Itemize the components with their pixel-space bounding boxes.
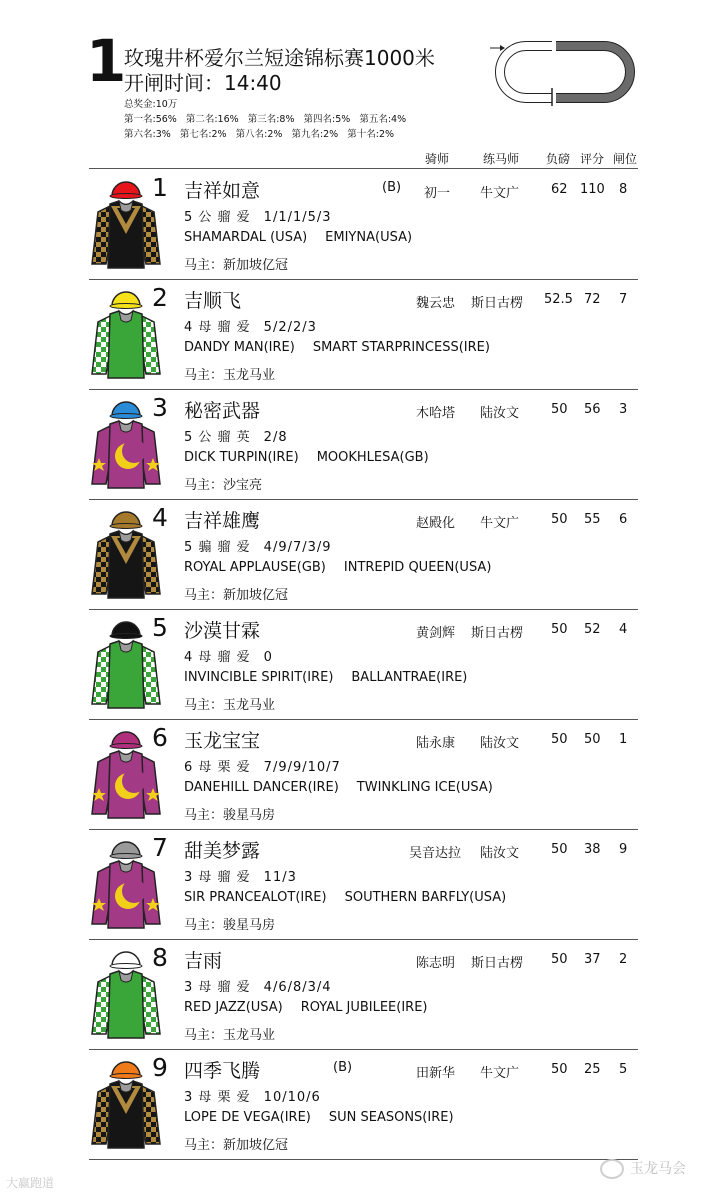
age-sex-color-origin: 5 骟 骝 爱 (184, 540, 250, 555)
dam-name: TWINKLING ICE(USA) (356, 780, 493, 795)
prize-item: 第一名:56% (124, 114, 177, 125)
sire-name: LOPE DE VEGA(IRE) (184, 1110, 311, 1125)
horse-details (184, 536, 332, 555)
prize-item: 第七名:2% (179, 129, 227, 140)
weight-value: 50 (551, 842, 568, 857)
runner-row (0, 280, 727, 390)
watermark-text: 玉龙马会 (630, 1161, 686, 1177)
saddle-number: 1 (152, 173, 168, 202)
sire-name: RED JAZZ(USA) (184, 1000, 283, 1015)
age-sex-color-origin: 3 母 栗 爱 (184, 1090, 250, 1105)
weight-value: 50 (551, 512, 568, 527)
horse-details (184, 426, 288, 445)
recent-form: 5/2/2/3 (263, 320, 317, 335)
barrier-value: 6 (619, 512, 628, 527)
age-sex-color-origin: 3 母 骝 爱 (184, 980, 250, 995)
recent-form: 11/3 (263, 870, 297, 885)
rating-value: 72 (584, 292, 601, 307)
divider (89, 1159, 638, 1160)
barrier-value: 9 (619, 842, 628, 857)
prize-item: 第二名:16% (185, 114, 239, 125)
rating-value: 56 (584, 402, 601, 417)
jockey-name: 田新华 (416, 1066, 456, 1081)
race-number: 1 (86, 27, 127, 95)
owner-name: 马主：玉龙马业 (184, 368, 276, 383)
column-header-weight: 负磅 (546, 152, 571, 166)
recent-form: 4/6/8/3/4 (263, 980, 332, 995)
runner-row (0, 830, 727, 940)
horse-name: 玉龙宝宝 (184, 730, 261, 752)
prize-item: 第五名:4% (359, 114, 407, 125)
dam-name: SMART STARPRINCESS(IRE) (312, 340, 490, 355)
pedigree (184, 1000, 428, 1015)
rating-value: 38 (584, 842, 601, 857)
age-sex-color-origin: 5 公 骝 英 (184, 430, 250, 445)
barrier-value: 2 (619, 952, 628, 967)
runner-row (0, 170, 727, 280)
column-header-trainer: 练马师 (483, 152, 520, 166)
owner-name: 马主：玉龙马业 (184, 698, 276, 713)
prize-breakdown-row-2 (124, 126, 400, 140)
barrier-value: 7 (619, 292, 628, 307)
sire-name: DANDY MAN(IRE) (184, 340, 295, 355)
weight-value: 62 (551, 182, 568, 197)
rating-value: 25 (584, 1062, 601, 1077)
age-sex-color-origin: 6 母 栗 爱 (184, 760, 250, 775)
age-sex-color-origin: 3 母 骝 爱 (184, 870, 250, 885)
jockey-name: 陆永康 (416, 736, 456, 751)
runner-row (0, 720, 727, 830)
recent-form: 7/9/9/10/7 (263, 760, 341, 775)
horse-details (184, 646, 273, 665)
horse-details (184, 206, 332, 225)
trainer-name: 陆汝文 (480, 736, 520, 751)
weight-value: 50 (551, 952, 568, 967)
weight-value: 50 (551, 402, 568, 417)
saddle-number: 9 (152, 1053, 168, 1082)
column-header-jockey: 骑师 (425, 152, 450, 166)
owner-name: 马主：玉龙马业 (184, 1028, 276, 1043)
recent-form: 2/8 (263, 430, 288, 445)
rating-value: 37 (584, 952, 601, 967)
pedigree (184, 780, 493, 795)
jockey-name: 陈志明 (416, 956, 456, 971)
sire-name: ROYAL APPLAUSE(GB) (184, 560, 326, 575)
age-sex-color-origin: 5 公 骝 爱 (184, 210, 250, 225)
sire-name: DANEHILL DANCER(IRE) (184, 780, 339, 795)
horse-name: 吉祥雄鹰 (184, 510, 261, 532)
horse-details (184, 1086, 321, 1105)
column-header-rating: 评分 (580, 152, 605, 166)
jockey-name: 吴音达拉 (409, 846, 462, 861)
jockey-name: 赵殿化 (416, 516, 456, 531)
rating-value: 110 (580, 182, 605, 197)
dam-name: BALLANTRAE(IRE) (351, 670, 468, 685)
barrier-value: 8 (619, 182, 628, 197)
barrier-value: 4 (619, 622, 628, 637)
weight-value: 52.5 (544, 292, 573, 307)
owner-name: 马主：新加坡亿冠 (184, 258, 289, 273)
recent-form: 4/9/7/3/9 (263, 540, 332, 555)
rating-value: 52 (584, 622, 601, 637)
owner-name: 马主：沙宝亮 (184, 478, 263, 493)
trainer-name: 陆汝文 (480, 406, 520, 421)
horse-details (184, 756, 341, 775)
recent-form: 10/10/6 (263, 1090, 321, 1105)
barrier-value: 1 (619, 732, 628, 747)
sire-name: DICK TURPIN(IRE) (184, 450, 299, 465)
trainer-name: 斯日古楞 (471, 956, 524, 971)
barrier-value: 5 (619, 1062, 628, 1077)
prize-item: 第十名:2% (347, 129, 395, 140)
sire-name: INVINCIBLE SPIRIT(IRE) (184, 670, 334, 685)
jockey-name: 初一 (424, 186, 451, 201)
track-map-icon (486, 36, 638, 106)
horse-details (184, 976, 332, 995)
pedigree (184, 450, 429, 465)
trainer-name: 陆汝文 (480, 846, 520, 861)
dam-name: MOOKHLESA(GB) (316, 450, 429, 465)
saddle-number: 2 (152, 283, 168, 312)
runner-row (0, 610, 727, 720)
column-header-barrier: 闸位 (613, 152, 638, 166)
saddle-number: 8 (152, 943, 168, 972)
runner-row (0, 500, 727, 610)
prize-item: 第四名:5% (303, 114, 351, 125)
jockey-name: 木哈塔 (416, 406, 456, 421)
horse-name: 秘密武器 (184, 400, 261, 422)
age-sex-color-origin: 4 母 骝 爱 (184, 320, 250, 335)
trainer-name: 斯日古楞 (471, 626, 524, 641)
sire-name: SIR PRANCEALOT(IRE) (184, 890, 327, 905)
horse-name: 吉雨 (184, 950, 223, 972)
weight-value: 50 (551, 1062, 568, 1077)
pedigree (184, 1110, 454, 1125)
prize-breakdown-row-1 (124, 111, 412, 125)
runner-row (0, 390, 727, 500)
rating-value: 55 (584, 512, 601, 527)
prize-item: 第六名:3% (124, 129, 171, 140)
watermark-right (600, 1158, 686, 1179)
pedigree (184, 560, 491, 575)
trainer-name: 斯日古楞 (471, 296, 524, 311)
race-start-time: 开闸时间：14:40 (124, 71, 282, 95)
jockey-name: 魏云忠 (416, 296, 456, 311)
horse-name: 沙漠甘霖 (184, 620, 261, 642)
horse-details (184, 316, 317, 335)
dam-name: SOUTHERN BARFLY(USA) (344, 890, 507, 905)
prize-item: 第八名:2% (235, 129, 283, 140)
weight-value: 50 (551, 732, 568, 747)
blinkers-tag: (B) (382, 180, 402, 195)
watermark-text: 大赢跑道 (6, 1176, 55, 1190)
owner-name: 马主：骏星马房 (184, 918, 276, 933)
saddle-number: 5 (152, 613, 168, 642)
owner-name: 马主：骏星马房 (184, 808, 276, 823)
total-purse: 总奖金:10万 (124, 99, 178, 110)
weight-value: 50 (551, 622, 568, 637)
dam-name: INTREPID QUEEN(USA) (343, 560, 492, 575)
trainer-name: 牛文广 (480, 1066, 520, 1081)
watermark-left (6, 1174, 54, 1191)
dam-name: SUN SEASONS(IRE) (328, 1110, 454, 1125)
pedigree (184, 890, 506, 905)
horse-name: 吉顺飞 (184, 290, 242, 312)
sire-name: SHAMARDAL (USA) (184, 230, 308, 245)
recent-form: 0 (263, 650, 273, 665)
saddle-number: 4 (152, 503, 168, 532)
runner-row (0, 940, 727, 1050)
recent-form: 1/1/1/5/3 (263, 210, 332, 225)
saddle-number: 6 (152, 723, 168, 752)
race-title: 玫瑰井杯爱尔兰短途锦标赛1000米 (124, 46, 435, 70)
trainer-name: 牛文广 (480, 516, 520, 531)
pedigree (184, 230, 412, 245)
pedigree (184, 670, 467, 685)
barrier-value: 3 (619, 402, 628, 417)
prize-item: 第九名:2% (291, 129, 339, 140)
horse-details (184, 866, 297, 885)
jockey-name: 黄剑辉 (416, 626, 456, 641)
horse-name: 吉祥如意 (184, 180, 261, 202)
blinkers-tag: (B) (333, 1060, 353, 1075)
owner-name: 马主：新加坡亿冠 (184, 588, 289, 603)
dam-name: ROYAL JUBILEE(IRE) (300, 1000, 428, 1015)
horse-name: 甜美梦露 (184, 840, 261, 862)
horse-name: 四季飞腾 (184, 1060, 261, 1082)
trainer-name: 牛文广 (480, 186, 520, 201)
saddle-number: 7 (152, 833, 168, 862)
rating-value: 50 (584, 732, 601, 747)
dam-name: EMIYNA(USA) (325, 230, 413, 245)
age-sex-color-origin: 4 母 骝 爱 (184, 650, 250, 665)
wechat-icon (600, 1159, 624, 1179)
owner-name: 马主：新加坡亿冠 (184, 1138, 289, 1153)
saddle-number: 3 (152, 393, 168, 422)
runner-row (0, 1050, 727, 1160)
prize-item: 第三名:8% (247, 114, 295, 125)
divider (89, 168, 638, 169)
pedigree (184, 340, 490, 355)
